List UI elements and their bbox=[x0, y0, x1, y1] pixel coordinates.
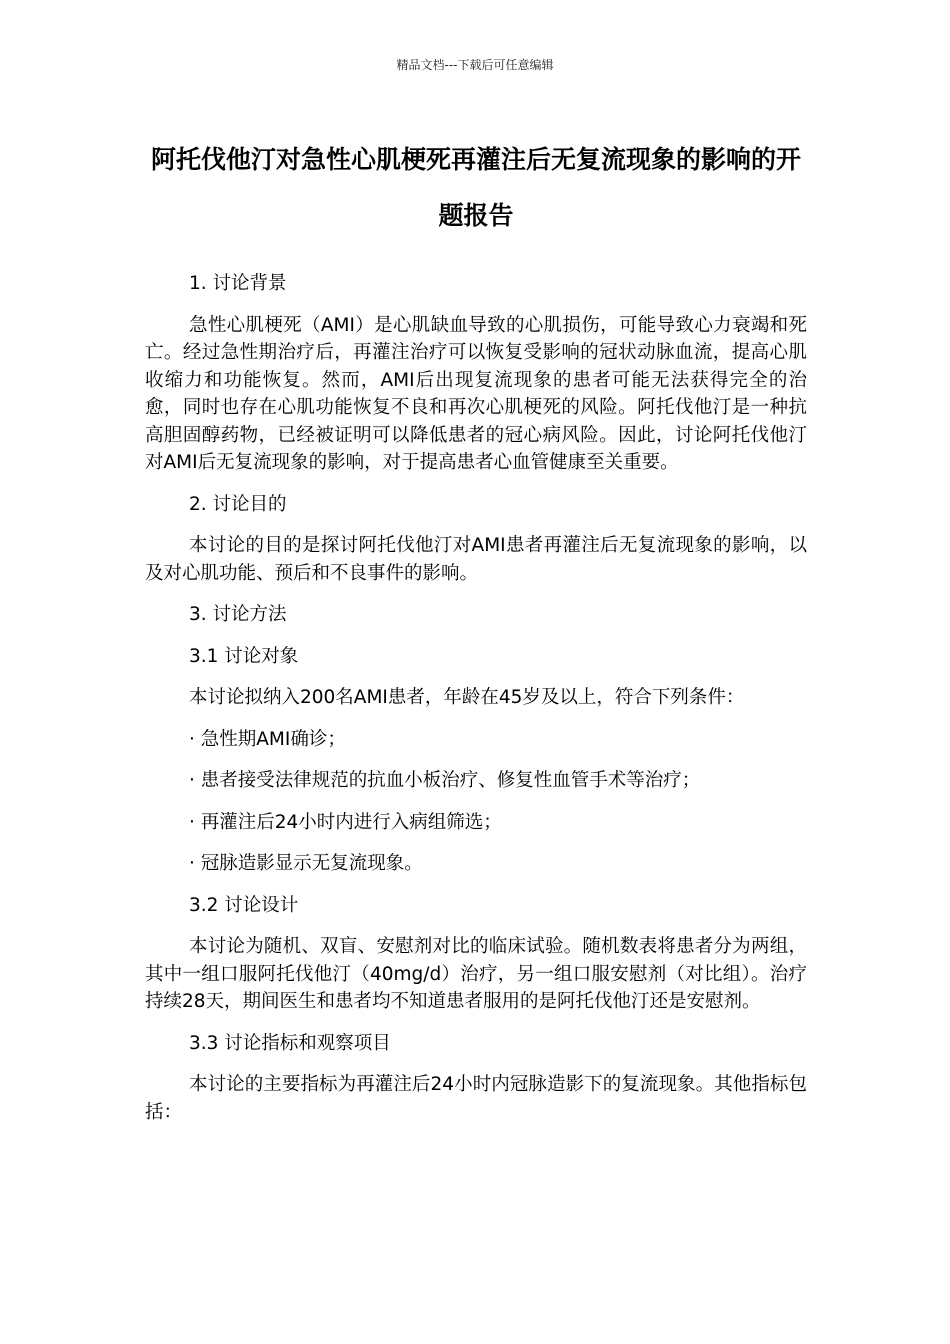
section-heading-background: 1. 讨论背景 bbox=[189, 273, 287, 294]
criteria-item: · 患者接受法律规范的抗血小板治疗、修复性血管手术等治疗； bbox=[189, 770, 701, 791]
subsection-heading-indicators: 3.3 讨论指标和观察项目 bbox=[189, 1032, 391, 1054]
subsection-heading-subjects: 3.1 讨论对象 bbox=[189, 645, 299, 667]
criteria-item: · 再灌注后24小时内进行入病组筛选； bbox=[189, 811, 502, 833]
section-heading-methods: 3. 讨论方法 bbox=[189, 604, 287, 625]
paragraph-purpose: 本讨论的目的是探讨阿托伐他汀对AMI患者再灌注后无复流现象的影响，以及对心肌功能、预后和不良事件的影响。 bbox=[145, 535, 807, 584]
paragraph-design: 本讨论为随机、双盲、安慰剂对比的临床试验。随机数表将患者分为两组，其中一组口服阿托伐他汀（40mg/d）治疗，另一组口服安慰剂（对比组）。治疗持续28天，期间医生和患者均不知道患者服用的是阿托伐他汀还是安慰剂。 bbox=[145, 936, 807, 1012]
document-title: 阿托伐他汀对急性心肌梗死再灌注后无复流现象的影响的开题报告 bbox=[150, 145, 801, 230]
criteria-item: · 冠脉造影显示无复流现象。 bbox=[189, 853, 423, 874]
document-body bbox=[145, 270, 807, 1126]
paragraph-subjects: 本讨论拟纳入200名AMI患者，年龄在45岁及以上，符合下列条件： bbox=[189, 687, 745, 708]
criteria-item: · 急性期AMI确诊； bbox=[189, 728, 346, 750]
paragraph-background: 急性心肌梗死（AMI）是心肌缺血导致的心肌损伤，可能导致心力衰竭和死亡。经过急性期治疗后，再灌注治疗可以恢复受影响的冠状动脉血流，提高心肌收缩力和功能恢复。然而，AMI后出现复流现象的患者可能无法获得完全的治愈，同时也存在心肌功能恢复不良和再次心肌梗死的风险。阿托伐他汀是一种抗高胆固醇药物，已经被证明可以降低患者的冠心病风险。因此，讨论阿托伐他汀对AMI后无复流现象的影响，对于提高患者心血管健康至关重要。 bbox=[145, 314, 807, 473]
section-heading-purpose: 2. 讨论目的 bbox=[189, 493, 287, 515]
header-note: 精品文档---下载后可任意编辑 bbox=[396, 58, 554, 72]
subsection-heading-design: 3.2 讨论设计 bbox=[189, 894, 299, 916]
paragraph-indicators: 本讨论的主要指标为再灌注后24小时内冠脉造影下的复流现象。其他指标包括： bbox=[145, 1074, 807, 1123]
